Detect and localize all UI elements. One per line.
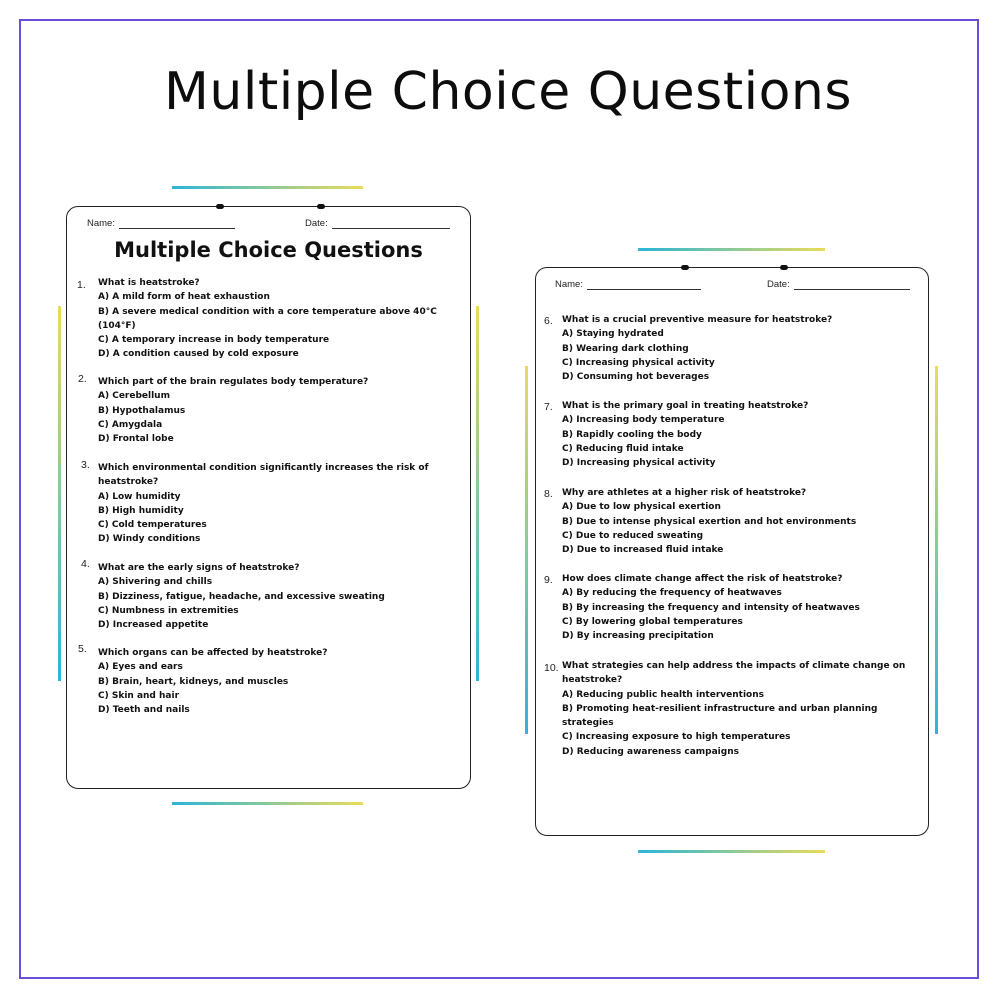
option-d[interactable]: D) A condition caused by cold exposure (98, 349, 299, 360)
option-b[interactable]: B) A severe medical condition with a core temperature above 40°C (104°F) (98, 306, 437, 331)
option-c[interactable]: C) Numbness in extremities (98, 605, 239, 616)
decor-line-right-1 (476, 306, 479, 681)
question-text: What are the early signs of heatstroke? (98, 563, 300, 573)
option-d[interactable]: D) Teeth and nails (98, 705, 190, 716)
question-8 (544, 486, 907, 557)
option-a[interactable]: A) Due to low physical exertion (562, 502, 721, 513)
question-text: What is heatstroke? (98, 278, 200, 288)
option-d[interactable]: D) Due to increased fluid intake (562, 545, 724, 556)
option-c[interactable]: C) Cold temperatures (98, 520, 207, 531)
option-c[interactable]: C) A temporary increase in body temperature (98, 335, 330, 346)
name-field[interactable] (87, 218, 235, 229)
binder-clip-icon (780, 265, 788, 270)
option-b[interactable]: B) By increasing the frequency and intensity of heatwaves (562, 602, 860, 613)
question-9 (544, 572, 907, 643)
option-a[interactable]: A) Low humidity (98, 491, 181, 502)
question-1 (77, 276, 443, 362)
question-6 (544, 313, 907, 384)
option-c[interactable]: C) Skin and hair (98, 690, 180, 701)
question-text: Which part of the brain regulates body temperature? (98, 377, 369, 387)
decor-line-bottom-right (638, 850, 825, 853)
question-number: 3. (81, 459, 90, 471)
option-c[interactable]: C) Due to reduced sweating (562, 530, 704, 541)
option-c[interactable]: C) By lowering global temperatures (562, 616, 743, 627)
option-b[interactable]: B) Due to intense physical exertion and hot environments (562, 516, 857, 527)
option-b[interactable]: B) Hypothalamus (98, 405, 186, 416)
question-5 (78, 643, 443, 717)
date-field[interactable] (767, 279, 910, 290)
option-b[interactable]: B) High humidity (98, 505, 184, 516)
decor-line-top-right (638, 248, 825, 251)
name-label: Name: (87, 218, 115, 229)
option-b[interactable]: B) Wearing dark clothing (562, 343, 689, 354)
option-a[interactable]: A) Eyes and ears (98, 662, 183, 673)
date-field[interactable] (305, 218, 450, 229)
name-label: Name: (555, 279, 583, 290)
option-b[interactable]: B) Brain, heart, kidneys, and muscles (98, 676, 289, 687)
worksheet-title: Multiple Choice Questions (114, 238, 423, 262)
question-number: 2. (78, 373, 87, 385)
question-3 (81, 459, 443, 547)
worksheet-page-2 (535, 267, 929, 836)
binder-clip-icon (216, 204, 224, 209)
option-a[interactable]: A) Cerebellum (98, 391, 170, 402)
question-text: How does climate change affect the risk of heatstroke? (562, 574, 843, 584)
binder-clip-icon (681, 265, 689, 270)
option-d[interactable]: D) Increased appetite (98, 620, 209, 631)
question-10 (544, 659, 907, 759)
binder-clip-icon (317, 204, 325, 209)
option-a[interactable]: A) Reducing public health interventions (562, 689, 764, 700)
question-number: 10. (544, 662, 559, 674)
option-a[interactable]: A) Staying hydrated (562, 329, 664, 340)
decor-line-left-1 (58, 306, 61, 681)
option-a[interactable]: A) A mild form of heat exhaustion (98, 292, 270, 303)
option-d[interactable]: D) Frontal lobe (98, 434, 174, 445)
option-a[interactable]: A) Increasing body temperature (562, 415, 725, 426)
option-d[interactable]: D) Increasing physical activity (562, 458, 716, 469)
option-b[interactable]: B) Promoting heat-resilient infrastructure and urban planning strategies (562, 703, 878, 729)
page-title: Multiple Choice Questions (164, 62, 852, 122)
question-number: 5. (78, 643, 87, 655)
option-b[interactable]: B) Rapidly cooling the body (562, 429, 702, 440)
decor-line-top-left (172, 186, 363, 189)
option-c[interactable]: C) Increasing physical activity (562, 357, 715, 368)
question-4 (81, 558, 443, 632)
question-number: 7. (544, 401, 553, 413)
option-b[interactable]: B) Dizziness, fatigue, headache, and excessive sweating (98, 591, 385, 602)
question-text: What is the primary goal in treating heatstroke? (562, 401, 809, 411)
decor-line-bottom-left (172, 802, 363, 805)
question-text: What strategies can help address the impacts of climate change on heatstroke? (562, 661, 906, 686)
option-d[interactable]: D) Windy conditions (98, 534, 201, 545)
question-number: 1. (77, 279, 86, 291)
question-number: 6. (544, 315, 553, 327)
date-label: Date: (305, 218, 328, 229)
question-text: Why are athletes at a higher risk of heatstroke? (562, 488, 807, 498)
question-text: What is a crucial preventive measure for heatstroke? (562, 315, 833, 325)
decor-line-left-2 (525, 366, 528, 734)
date-label: Date: (767, 279, 790, 290)
option-c[interactable]: C) Reducing fluid intake (562, 443, 684, 454)
question-number: 8. (544, 488, 553, 500)
option-d[interactable]: D) Reducing awareness campaigns (562, 746, 739, 757)
option-d[interactable]: D) Consuming hot beverages (562, 372, 710, 383)
option-d[interactable]: D) By increasing precipitation (562, 631, 714, 642)
question-2 (78, 373, 443, 446)
option-c[interactable]: C) Amygdala (98, 419, 163, 430)
question-number: 9. (544, 574, 553, 586)
option-a[interactable]: A) Shivering and chills (98, 577, 213, 588)
name-field[interactable] (555, 279, 701, 290)
question-number: 4. (81, 558, 90, 570)
question-text: Which environmental condition significantly increases the risk of heatstroke? (98, 463, 429, 488)
worksheet-page-1 (66, 206, 471, 789)
option-a[interactable]: A) By reducing the frequency of heatwaves (562, 588, 782, 599)
option-c[interactable]: C) Increasing exposure to high temperatures (562, 732, 791, 743)
decor-line-right-2 (935, 366, 938, 734)
question-7 (544, 399, 907, 470)
question-text: Which organs can be affected by heatstroke? (98, 648, 328, 658)
